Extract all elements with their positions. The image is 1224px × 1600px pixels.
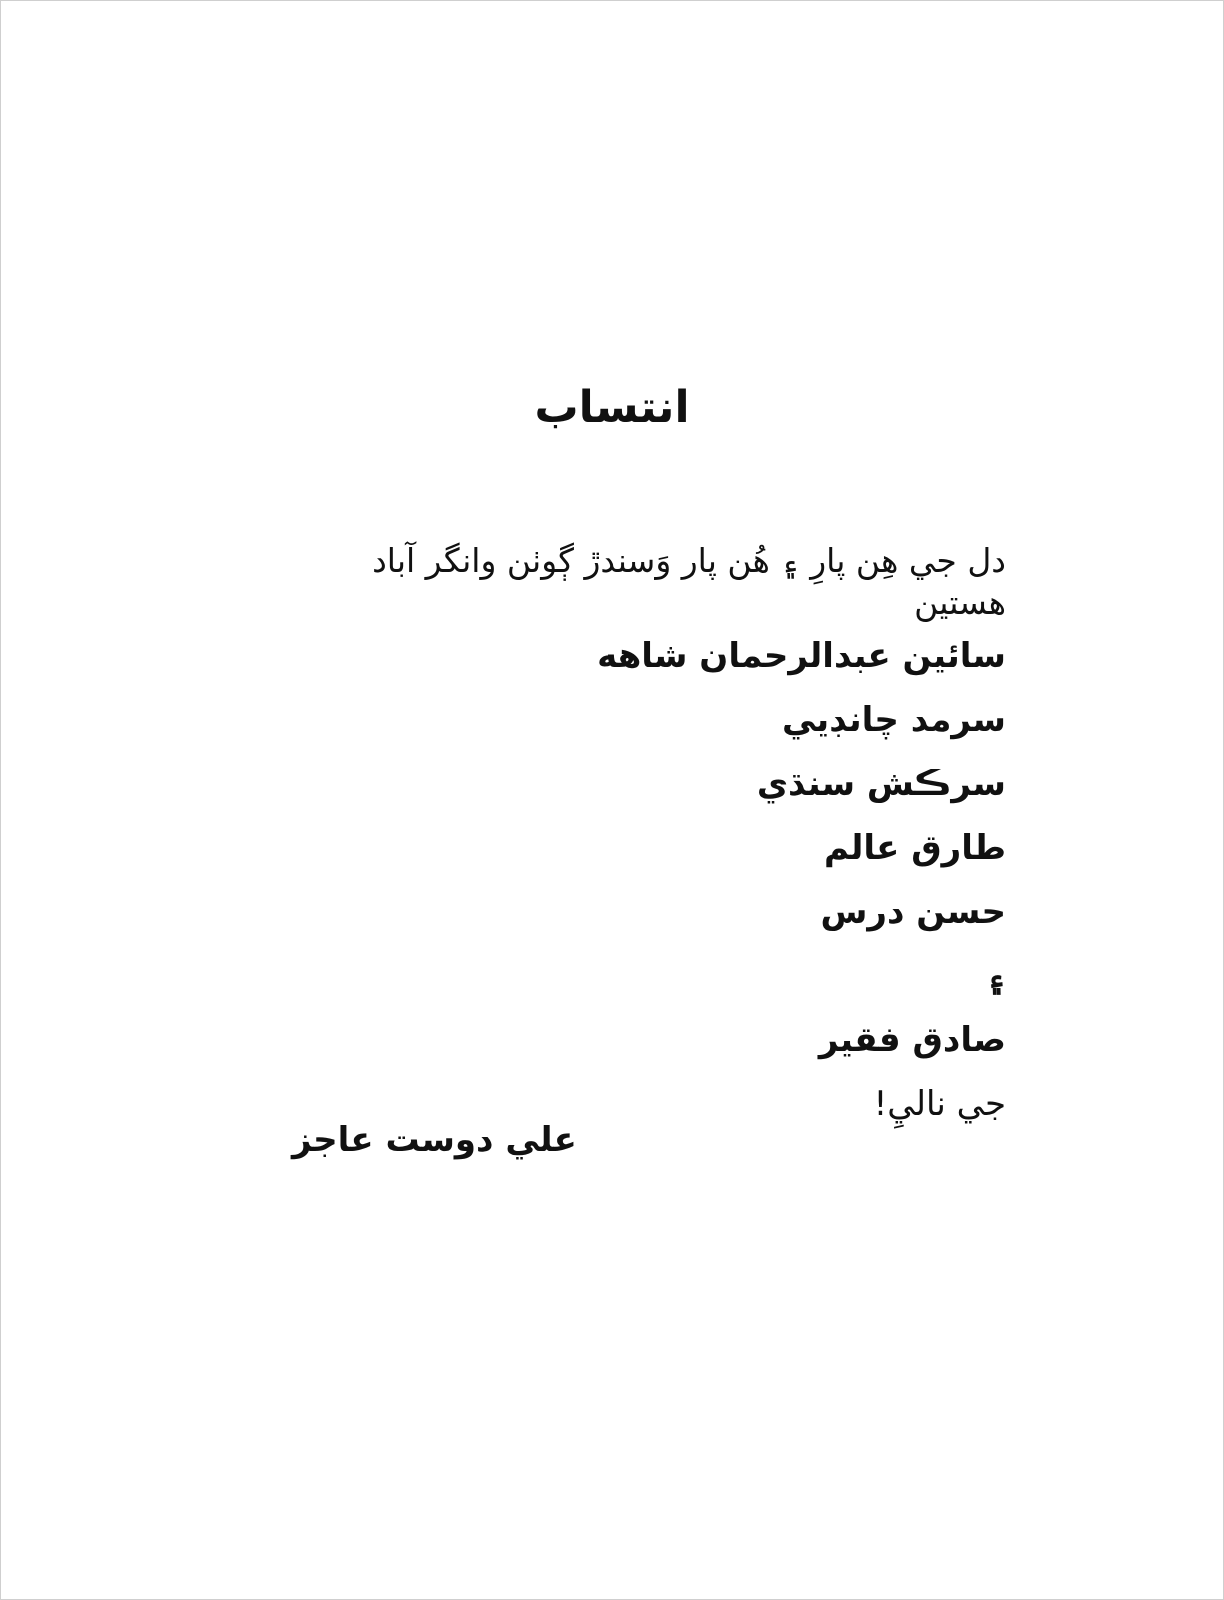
dedication-block [286, 540, 1006, 1136]
dedication-name: صادق فقير [818, 1020, 1006, 1060]
page-title: انتساب [534, 382, 690, 433]
dedication-name: سرمد چانڊيي [782, 700, 1006, 740]
dedication-name: حسن درس [820, 892, 1006, 932]
dedication-closing: جي ناليِ! [873, 1084, 1006, 1124]
dedication-name: سرڪش سنڌي [756, 764, 1006, 804]
dedication-intro: دل جي هِن پارِ ۽ هُن پار وَسندڙ ڳوٺن وانگر آباد هستين [372, 541, 1006, 622]
dedication-name: سائين عبدالرحمان شاهه [597, 636, 1006, 676]
author-signature: علي دوست عاجز [292, 1120, 577, 1160]
dedication-name: طارق عالم [823, 828, 1006, 868]
dedication-conjunction: ۽ [986, 956, 1006, 996]
